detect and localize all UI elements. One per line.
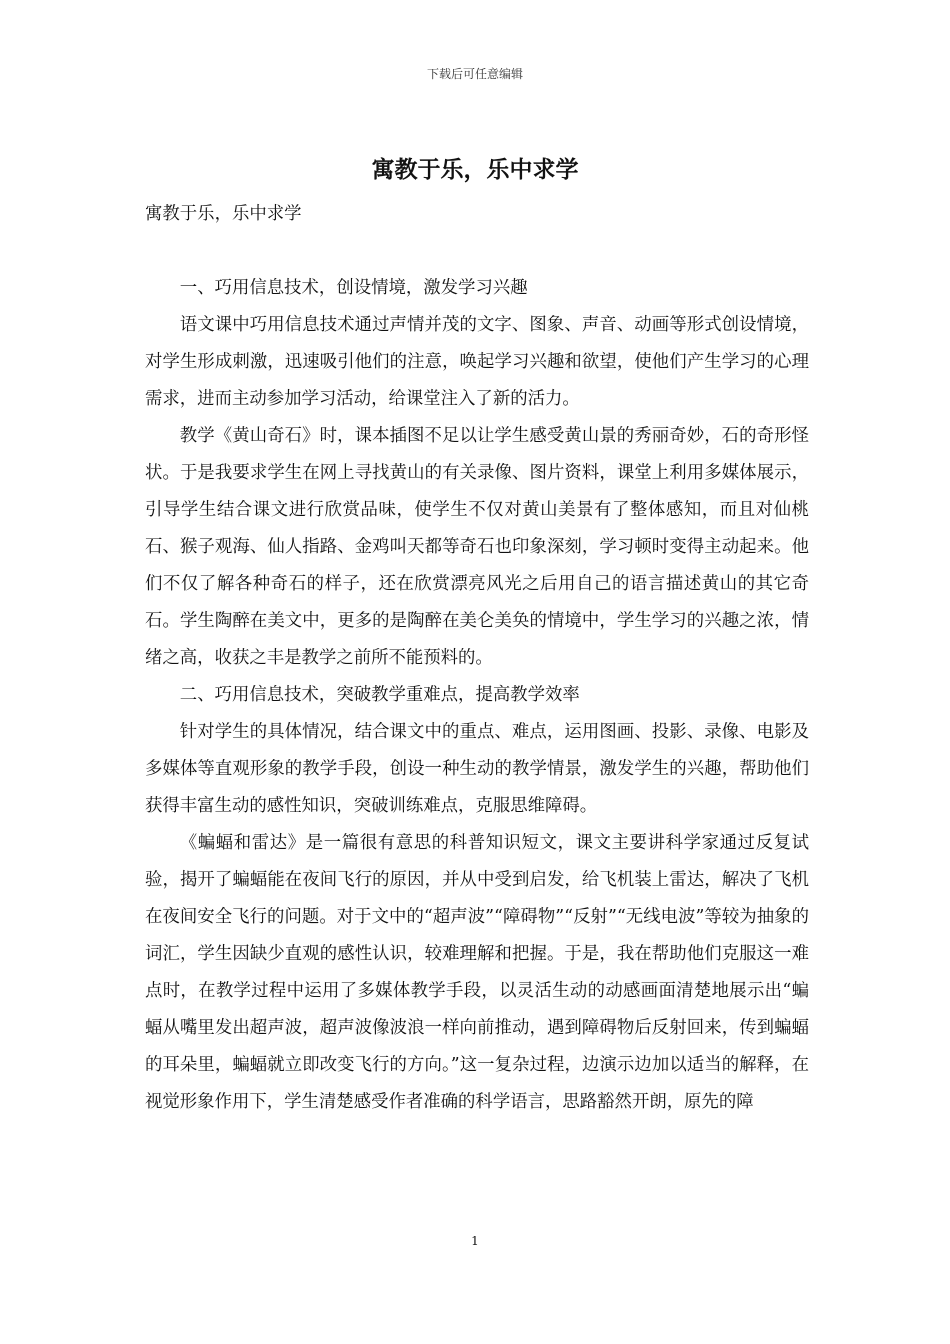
paragraph: 《蝙蝠和雷达》是一篇很有意思的科普知识短文，课文主要讲科学家通过反复试验，揭开了蝙蝠能在夜间飞行的原因，并从中受到启发，给飞机装上雷达，解决了飞机在夜间安全飞行的问题。对于文中的“超声波”“障碍物”“反射”“无线电波”等较为抽象的词汇，学生因缺少直观的感性认识，较难理解和把握。于是，我在帮助他们克服这一难点时，在教学过程中运用了多媒体教学手段，以灵活生动的动感画面清楚地展示出“蝙蝠从嘴里发出超声波，超声波像波浪一样向前推动，遇到障碍物后反射回来，传到蝙蝠的耳朵里，蝙蝠就立即改变飞行的方向。”这一复杂过程，边演示边加以适当的解释，在视觉形象作用下，学生清楚感受作者准确的科学语言，思路豁然开朗，原先的障 — [145, 833, 809, 1112]
paragraph: 针对学生的具体情况，结合课文中的重点、难点，运用图画、投影、录像、电影及多媒体等直观形象的教学手段，创设一种生动的教学情景，激发学生的兴趣，帮助他们获得丰富生动的感性知识，突破训练难点，克服思维障碍。 — [145, 722, 809, 816]
document-title: 寓教于乐，乐中求学 — [371, 156, 579, 183]
blank-line — [145, 233, 809, 270]
document-body — [145, 196, 809, 1121]
section-heading-1: 一、巧用信息技术，创设情境，激发学习兴趣 — [179, 278, 528, 298]
paragraph: 语文课中巧用信息技术通过声情并茂的文字、图象、声音、动画等形式创设情境，对学生形成刺激，迅速吸引他们的注意，唤起学习兴趣和欲望，使他们产生学习的心理需求，进而主动参加学习活动，给课堂注入了新的活力。 — [145, 315, 809, 409]
paragraph: 教学《黄山奇石》时，课本插图不足以让学生感受黄山景的秀丽奇妙，石的奇形怪状。于是我要求学生在网上寻找黄山的有关录像、图片资料，课堂上利用多媒体展示，引导学生结合课文进行欣赏品味，使学生不仅对黄山美景有了整体感知，而且对仙桃石、猴子观海、仙人指路、金鸡叫天都等奇石也印象深刻，学习顿时变得主动起来。他们不仅了解各种奇石的样子，还在欣赏漂亮风光之后用自己的语言描述黄山的其它奇石。学生陶醉在美文中，更多的是陶醉在美仑美奂的情境中，学生学习的兴趣之浓，情绪之高，收获之丰是教学之前所不能预料的。 — [145, 426, 809, 668]
header-note: 下载后可任意编辑 — [426, 67, 523, 81]
document-subtitle: 寓教于乐，乐中求学 — [145, 204, 302, 224]
section-heading-2: 二、巧用信息技术，突破教学重难点，提高教学效率 — [179, 685, 580, 705]
page-number: 1 — [471, 1234, 479, 1248]
